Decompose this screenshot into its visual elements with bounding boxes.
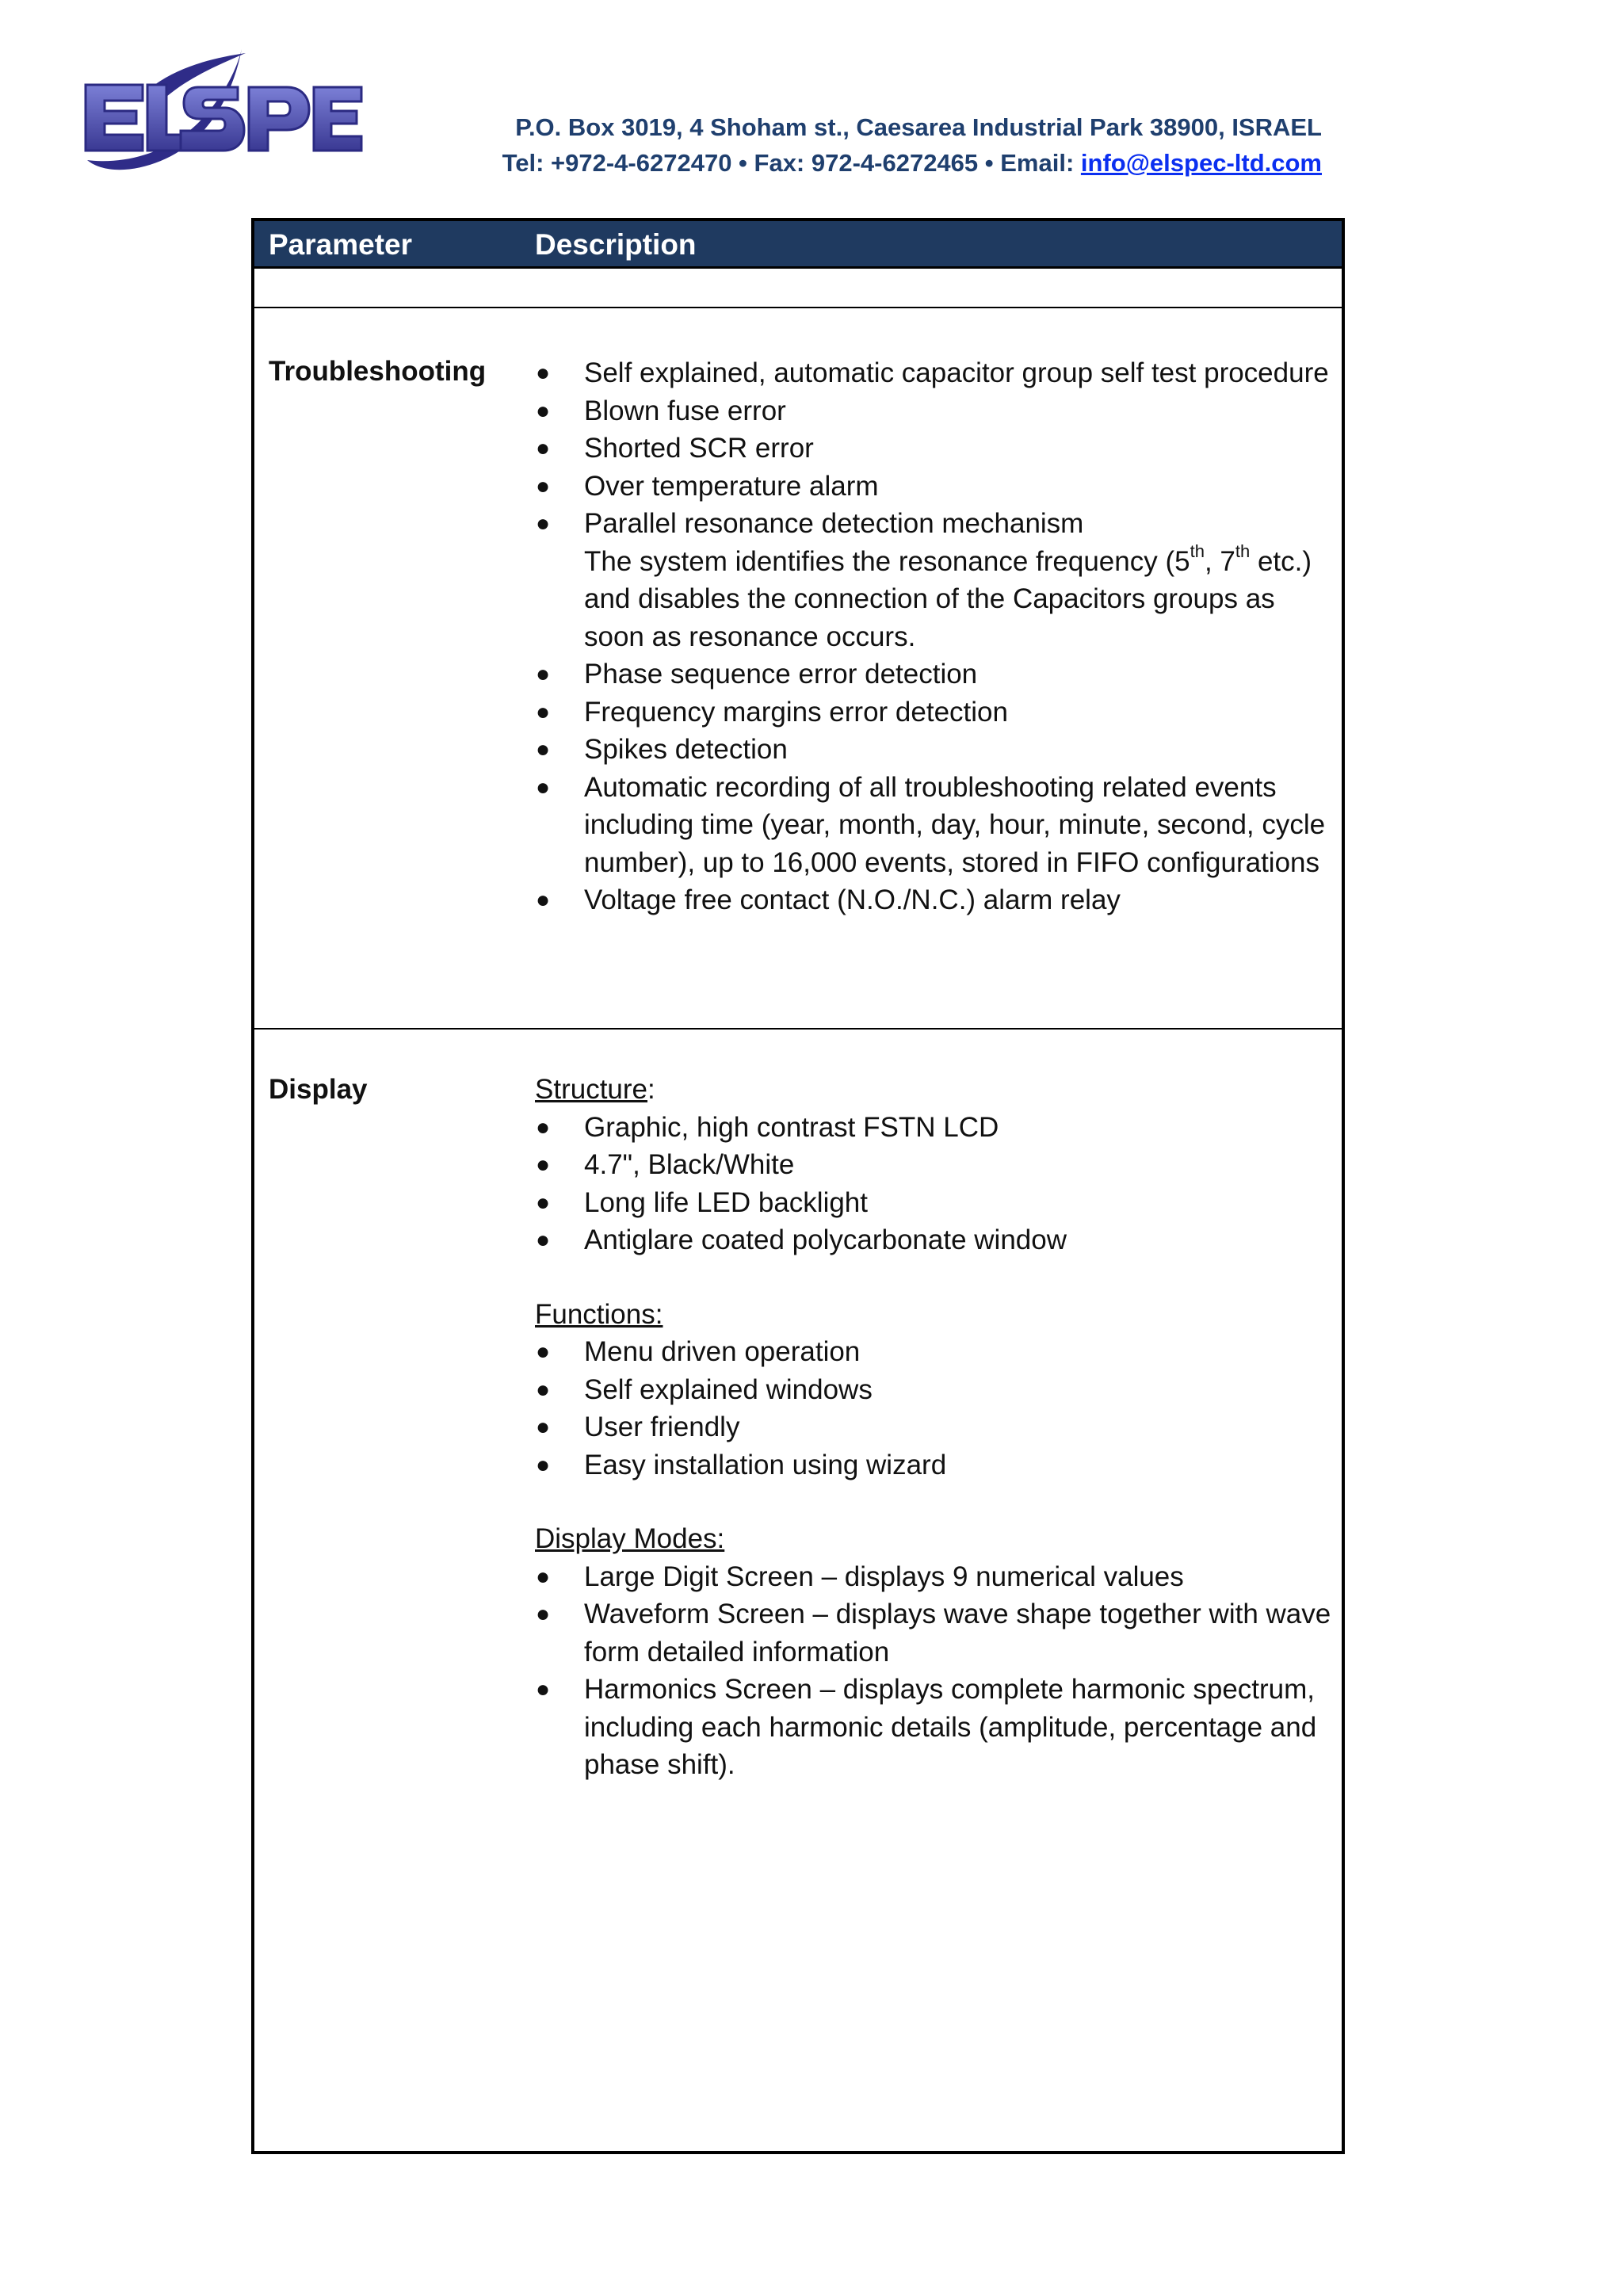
list-item: ● 4.7", Black/White — [535, 1149, 795, 1180]
list-item: ● Harmonics Screen – displays complete harmonic spectrum, including each harmonic details (amplitude, percentage and phase shift). — [535, 1674, 1317, 1780]
list-item: ● Large Digit Screen – displays 9 numerical values — [535, 1561, 1184, 1592]
list-item: ● User friendly — [535, 1412, 740, 1442]
list-item: ● Easy installation using wizard — [535, 1449, 947, 1480]
header-description: Description — [535, 228, 697, 261]
list-item: ● Self explained, automatic capacitor group self test procedure — [535, 357, 1329, 388]
contact-prefix: Tel: +972-4-6272470 • Fax: 972-4-6272465 • Email: — [502, 149, 1081, 177]
list-item: ● Frequency margins error detection — [535, 696, 1008, 728]
list-item: ● Shorted SCR error — [535, 433, 814, 464]
table-row-troubleshooting — [254, 308, 1342, 1030]
list-item: ● Menu driven operation — [535, 1336, 861, 1367]
company-address — [502, 109, 1322, 181]
desc-display — [535, 1071, 1334, 1784]
functions-heading: Functions: — [535, 1298, 663, 1330]
param-troubleshooting: Troubleshooting — [269, 356, 487, 387]
table-row-display — [254, 1030, 1342, 2151]
elspec-logo — [79, 41, 365, 184]
header-parameter: Parameter — [269, 228, 413, 261]
list-item: ● Waveform Screen – displays wave shape together with wave form detailed information — [535, 1599, 1331, 1668]
list-item: ● Voltage free contact (N.O./N.C.) alarm relay — [535, 884, 1121, 915]
desc-troubleshooting — [535, 354, 1334, 919]
list-item: ● Graphic, high contrast FSTN LCD — [535, 1111, 999, 1143]
address-line: P.O. Box 3019, 4 Shoham st., Caesarea Industrial Park 38900, ISRAEL — [515, 113, 1322, 141]
contact-line — [502, 145, 1322, 181]
param-display: Display — [269, 1074, 368, 1105]
structure-heading: Structure: — [535, 1074, 655, 1105]
list-item: ● Blown fuse error — [535, 395, 786, 426]
list-item: ● Antiglare coated polycarbonate window — [535, 1224, 1067, 1255]
list-item: ● Long life LED backlight — [535, 1186, 868, 1218]
display-modes-heading: Display Modes: — [535, 1523, 725, 1554]
list-item: ● Automatic recording of all troubleshooting related events including time (year, month, day, hour, minute, second, cycle number), up to 16,000 events, stored in FIFO configurations — [535, 771, 1326, 878]
list-item: ● Parallel resonance detection mechanism The system identifies the resonance frequency (5th, 7th etc.) and disables the connection of the Capacitors groups as soon as resonance occurs. — [535, 505, 1334, 655]
email-link[interactable]: info@elspec-ltd.com — [1080, 149, 1322, 177]
table-header — [254, 221, 1342, 269]
list-item: ● Self explained windows — [535, 1373, 873, 1405]
resonance-detail: The system identifies the resonance frequency (5th, 7th etc.) and disables the connection of the Capacitors groups as soon as resonance occurs. — [584, 541, 1312, 652]
specification-table — [251, 218, 1345, 2154]
list-item: ● Over temperature alarm — [535, 470, 879, 502]
list-item: ● Spikes detection — [535, 734, 788, 765]
list-item: ● Phase sequence error detection — [535, 659, 978, 690]
empty-row — [254, 269, 1342, 308]
